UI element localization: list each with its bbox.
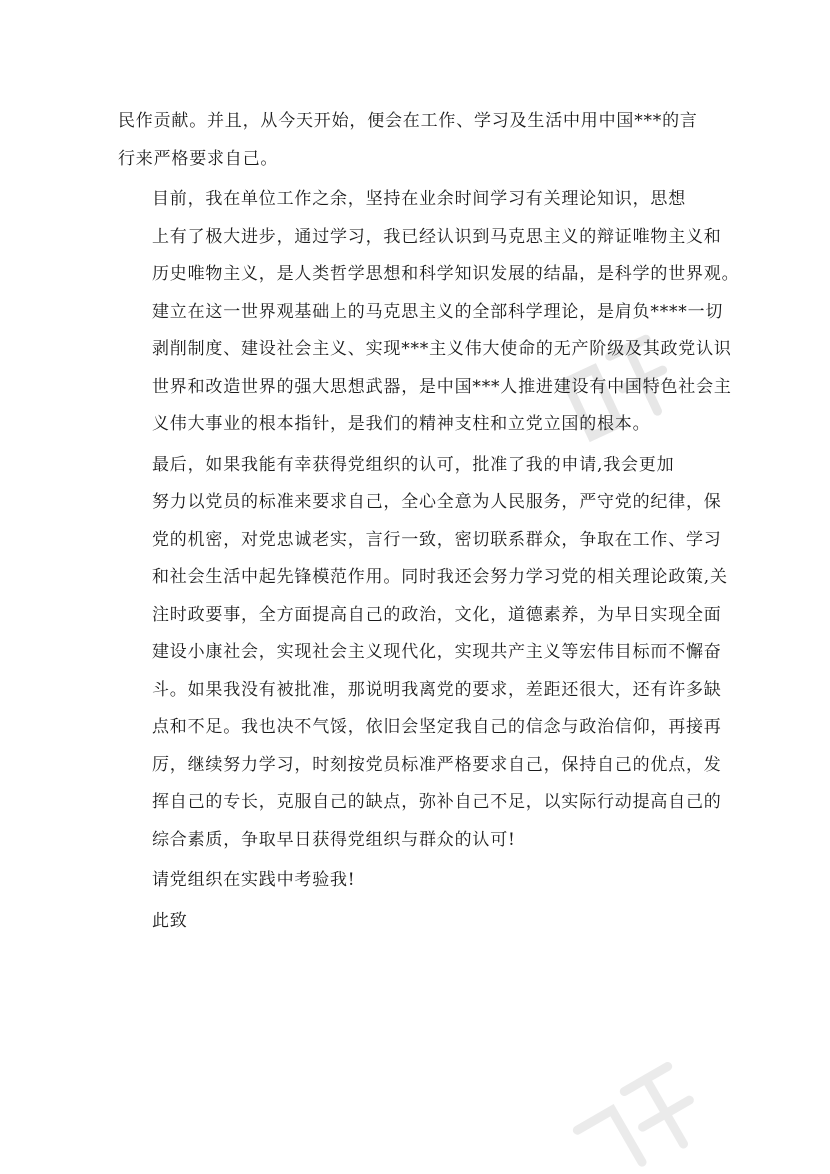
paragraph-line: 世界和改造世界的强大思想武器，是中国***人推进建设有中国特色社会主 xyxy=(152,376,732,397)
paragraph-line: 挥自己的专长，克服自己的缺点，弥补自己不足，以实际行动提高自己的 xyxy=(152,792,722,812)
document-body xyxy=(118,103,740,943)
paragraph-line: 义伟大事业的根本指针，是我们的精神支柱和立党立国的根本。 xyxy=(152,414,651,434)
paragraph-line: 努力以党员的标准来要求自己，全心全意为人民服务，严守党的纪律，保 xyxy=(152,492,722,512)
paragraph-line: 党的机密，对党忠诚老实，言行一致，密切联系群众，争取在工作、学习 xyxy=(152,529,722,550)
paragraph-line: 最后，如果我能有幸获得党组织的认可，批准了我的申请,我会更加 xyxy=(152,454,675,475)
paragraph-line: 和社会生活中起先锋模范作用。同时我还会努力学习党的相关理论政策,关 xyxy=(152,567,728,587)
paragraph-line: 上有了极大进步，通过学习，我已经认识到马克思主义的辩证唯物主义和 xyxy=(152,226,722,247)
paragraph-line: 此致 xyxy=(152,910,188,931)
paragraph-4 xyxy=(118,862,716,900)
paragraph-line: 民作贡献。并且，从今天开始，便会在工作、学习及生活中用中国***的言 xyxy=(118,111,698,131)
watermark-lower xyxy=(560,1060,710,1174)
paragraph-5 xyxy=(118,903,716,941)
paragraph-line: 建立在这一世界观基础上的马克思主义的全部科学理论，是肩负****一切 xyxy=(152,301,724,322)
paragraph-line: 请党组织在实践中考验我! xyxy=(152,870,356,890)
paragraph-line: 斗。如果我没有被批准，那说明我离党的要求，差距还很大，还有许多缺 xyxy=(152,679,722,700)
paragraph-line: 目前，我在单位工作之余，坚持在业余时间学习有关理论知识，思想 xyxy=(152,189,686,209)
paragraph-1 xyxy=(118,103,716,178)
paragraph-2 xyxy=(118,181,740,444)
paragraph-line: 剥削制度、建设社会主义、实现***主义伟大使命的无产阶级及其政党认识 xyxy=(152,339,732,359)
watermark-lower-graphic xyxy=(560,1060,710,1174)
paragraph-line: 历史唯物主义，是人类哲学思想和科学知识发展的结晶，是科学的世界观。 xyxy=(152,264,740,284)
paragraph-3 xyxy=(118,447,728,860)
paragraph-line: 建设小康社会，实现社会主义现代化，实现共产主义等宏伟目标而不懈奋 xyxy=(152,642,722,662)
paragraph-line: 点和不足。我也决不气馁，依旧会坚定我自己的信念与政治信仰，再接再 xyxy=(152,717,722,737)
paragraph-line: 行来严格要求自己。 xyxy=(118,148,279,169)
paragraph-line: 厉，继续努力学习，时刻按党员标准严格要求自己，保持自己的优点，发 xyxy=(152,754,722,775)
paragraph-line: 综合素质，争取早日获得党组织与群众的认可! xyxy=(152,829,516,850)
paragraph-line: 注时政要事，全方面提高自己的政治，文化，道德素养，为早日实现全面 xyxy=(152,604,722,625)
